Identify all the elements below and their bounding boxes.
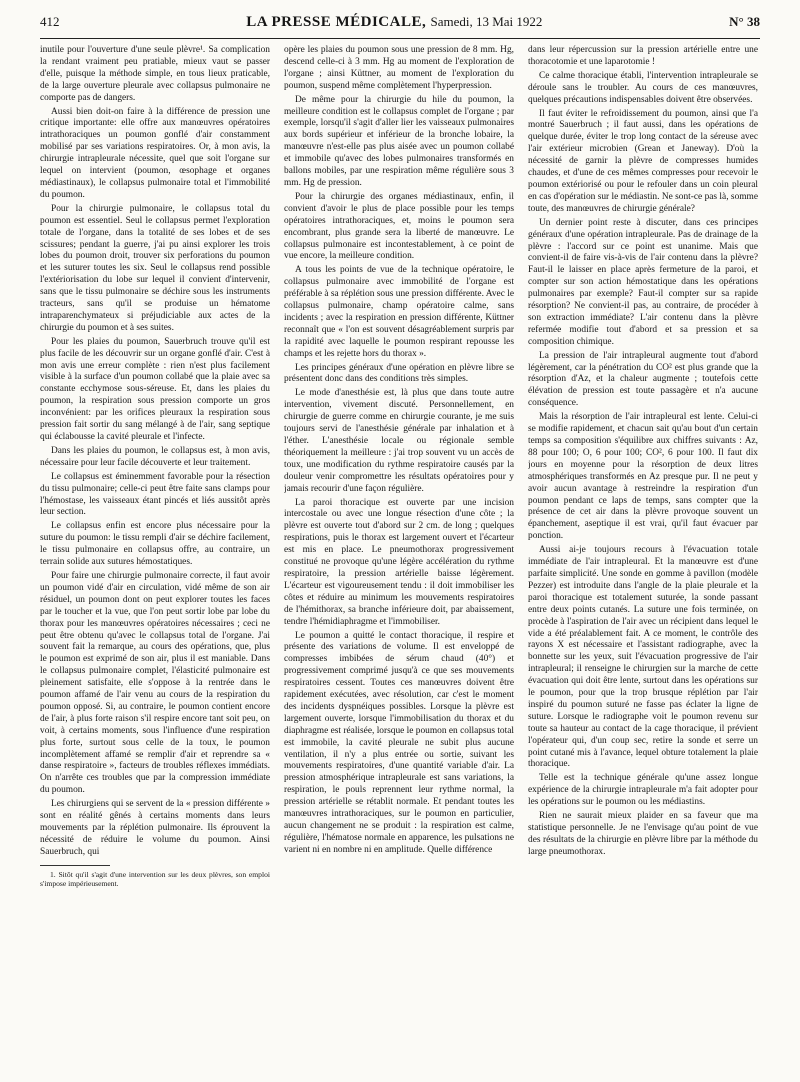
paragraph: Le collapsus enfin est encore plus nécessaire pour la suture du poumon: le tissu rempli d'air se déchire facilement, le tissu pulmonaire en collapsus offre, au contraire, un terrain solide aux sutures hémostatiques. <box>40 521 270 568</box>
journal-title: LA PRESSE MÉDICALE, <box>246 14 427 30</box>
issue-date: Samedi, 13 Mai 1922 <box>430 14 543 29</box>
paragraph: Les chirurgiens qui se servent de la « pression différente » sont en réalité gênés à certains moments dans leurs mouvements par la réplétion pulmonaire. Ils éprouvent la nécessité de réduire le volume du poumon. Ainsi Sauerbruch, qui <box>40 799 270 857</box>
issue-number: N° 38 <box>729 14 760 29</box>
paragraph: Telle est la technique générale qu'une assez longue expérience de la chirurgie intrapleurale m'a fait adopter pour les opérations sur le poumon ou les médiastins. <box>528 773 758 808</box>
paragraph: Rien ne saurait mieux plaider en sa faveur que ma statistique personnelle. Je ne l'envisage qu'au point de vue des résultats de la chirurgie en plèvre libre par la méthode du large pneumothorax. <box>528 811 758 857</box>
paragraph: Mais la résorption de l'air intrapleural est lente. Celui-ci se modifie rapidement, et chacun sait qu'au bout d'un certain temps sa composition s'équilibre aux chiffres suivants : Az, 88 pour 100; O, 6 pour 100; CO², 6 pour 100. Il faut dix jours en moyenne pour la résorption de deux litres atmosphériques transformés en Az presque pur. Il ne peut y avoir aucun avantage à restreindre la respiration d'un poumon pendant ce laps de temps, sans compter que la présence de cet air dans la plèvre provoque souvent un épanchement, aseptique il est vrai, qu'il faut évacuer par ponction. <box>528 412 758 542</box>
paragraph: Ce calme thoracique établi, l'intervention intrapleurale se déroule sans le troubler. Au cours de ces manœuvres, quelques précautions indispensables doivent être observées. <box>528 70 758 105</box>
column-2 <box>284 45 514 1070</box>
paragraph: Pour faire une chirurgie pulmonaire correcte, il faut avoir un poumon vidé d'air en circulation, vidé même de son air résiduel, un poumon dont on peut explorer toutes les faces par le toucher et la vue, que l'on peut sortir lobe par lobe du thorax pour les manœuvres opératoires nécessaires ; ceci ne peut être obtenu qu'avec le collapsus total de l'organe. J'ai souvent fait la remarque, au cours des opérations, que, plus le poumon est exprimé de son air, plus il est maniable. Dans le collapsus pulmonaire complet, l'élasticité pulmonaire est pleinement satisfaite, elle s'oppose à la rentrée dans le poumon affamé de l'air venu au cours de la respiration du poumon opposé. Si, au contraire, le poumon contient encore de l'air, à plus forte raison s'il respire encore tant soit peu, on voit, à certains moments, sous l'influence d'une respiration plus forte, surtout sous celle de la toux, le poumon incomplètement affamé se remplir d'air et reprendre sa « danse respiratoire », facteurs de troubles réflexes immédiats. On n'arrête ces troubles que par la compression immédiate du poumon. <box>40 570 270 796</box>
paragraph: inutile pour l'ouverture d'une seule plèvre¹. Sa complication la rendant vraiment peu pratiable, mieux vaut se passer d'elle, puisque la méthode simple, en tous lieux praticable, de la large ouverture pleurale avec collapsus pulmonaire ne comporte pas de dangers. <box>40 45 270 103</box>
paragraph: Le collapsus est éminemment favorable pour la résection du tissu pulmonaire; celle-ci peut être faite sans clamps pour l'hémostase, les vaisseaux étant pincés et liés aussitôt après leur section. <box>40 471 270 518</box>
header-rule <box>40 38 760 39</box>
paragraph: Aussi ai-je toujours recours à l'évacuation totale immédiate de l'air intrapleural. Et la manœuvre est d'une parfaite simplicité. Une sonde en gomme à pavillon (modèle Pezzer) est introduite dans l'angle de la plaie pleurale et la paroi thoracique est totalement suturée, la sonde passant entre deux points cutanés. La suture une fois terminée, on procède à l'aspiration de l'air avec un récipient dans lequel le vide a été préalablement fait. A ce moment, le contrôle des rayons X est nécessaire et l'assistant radiographe, avec la bonnette sur les yeux, suit l'évacuation progressive de l'air intrapleural; il renseigne le chirurgien sur la marche de cette évacuation qui doit être lente, surtout dans les opérations sur le poumon, pour que la trop brusque réplétion par l'air inspiré du poumon suturé ne fasse pas éclater la ligne de suture. Lorsque le radiographe voit le poumon revenu sur toute sa hauteur au contact de la cage thoracique, il prévient l'opérateur qui, d'un coup sec, retire la sonde et serre un point cutané mis à l'avance, lequel obture totalement la plaie thoracique. <box>528 545 758 770</box>
paragraph: Les principes généraux d'une opération en plèvre libre se présentent donc dans des conditions très simples. <box>284 362 514 385</box>
column-1 <box>40 45 270 1070</box>
paragraph: Aussi bien doit-on faire à la différence de pression une critique importante: elle offre aux manœuvres opératoires intrathoraciques un poumon gonflé d'air constamment mobilisé par ses variations respiratoires. Or, à mon avis, la chirurgie intrapleurale nécessite, quel que soit l'organe sur lequel on intervient (poumon, œsophage et organes médiastinaux), le collapsus pulmonaire total et l'immobilité du poumon. <box>40 106 270 200</box>
paragraph: Un dernier point reste à discuter, dans ces principes généraux d'une opération intrapleurale. Pas de drainage de la plèvre : l'accord sur ce point est unanime. Mais que convient-il de faire vis-à-vis de l'air contenu dans la plèvre? Faut-il le laisser en place après fermeture de la paroi, et compter sur son action hémostatique dans les opérations pulmonaires par exemple? Faut-il compter sur sa rapide résorption? Ne convient-il pas, au contraire, de procéder à son extraction immédiate? L'air contenu dans la plèvre refermée modifie tout d'abord et sa pression et sa composition chimique. <box>528 217 758 347</box>
footnote-rule <box>40 865 110 866</box>
text-columns <box>40 45 760 1070</box>
journal-title-line <box>246 14 542 31</box>
paragraph: A tous les points de vue de la technique opératoire, le collapsus pulmonaire avec immobilité de l'organe est préférable à sa réplétion sous une pression différente. Avec le collapsus pulmonaire, champ opératoire calme, sans incidents ; avec la respiration en pression différente, Küttner reconnaît que « l'on est souvent désagréablement surpris par la rapidité avec laquelle le poumon respirant repousse les champs et les rejette hors du thorax ». <box>284 265 514 359</box>
paragraph: Il faut éviter le refroidissement du poumon, ainsi que l'a montré Sauerbruch ; il faut aussi, dans les opérations de quelque durée, éviter le trop long contact de la séreuse avec l'air extérieur microbien (Grean et Janeway). D'où la nécessité de garnir la plèvre de compresses humides chaudes, et d'une de ces mêmes compresses pour recevoir le poumon extériorisé ou pour le refouler dans un coin pleural en cas d'opération sur le médiastin. Ne sont-ce pas là, somme toute, des manœuvres de chirurgie générale? <box>528 108 758 214</box>
paragraph: opère les plaies du poumon sous une pression de 8 mm. Hg, descend celle-ci à 3 mm. Hg au moment de l'exploration de l'organe ; ainsi Küttner, au moment de l'exploration du poumon, suspend même complètement l'hyperpression. <box>284 45 514 91</box>
paragraph: La paroi thoracique est ouverte par une incision intercostale ou avec une longue résection d'une côte ; la plèvre est ouverte tout d'abord sur 2 cm. de long ; quelques respirations, puis le thorax est largement ouvert et l'écarteur est mis en place. Le pneumothorax progressivement constitué ne provoque qu'une légère accélération du rythme respiratoire, la pression artérielle baisse légèrement. L'écarteur est vigoureusement tendu : il doit immobiliser les côtes et réduire au minimum les mouvements respiratoires de l'hémithorax, sa branche inférieure doit, par abaissement, tendre l'hémidiaphragme et l'immobiliser. <box>284 497 514 627</box>
paragraph: De même pour la chirurgie du hile du poumon, la meilleure condition est le collapsus complet de l'organe ; par exemple, lorsqu'il s'agit d'aller lier les vaisseaux pulmonaires aux bords supérieur et inférieur de la bronche lobaire, la manœuvre n'est-elle pas plus aisée avec un poumon collabé et immobile qu'avec des lobes pulmonaires transformés en ballons mobiles, par une respiration même régulière sous 3 mm. Hg de pression. <box>284 94 514 188</box>
paragraph: Pour la chirurgie des organes médiastinaux, enfin, il convient d'avoir le plus de place possible pour les temps opératoires intrathoraciques, et, moins le poumon sera encombrant, plus grande sera la liberté de manœuvre. Le collapsus pulmonaire est incontestablement, à ce point de vue encore, la meilleure condition. <box>284 191 514 262</box>
column-3 <box>528 45 758 1070</box>
paragraph: Le mode d'anesthésie est, là plus que dans toute autre intervention, vivement discuté. Personnellement, en chirurgie de guerre comme en chirurgie courante, je me suis toujours servi de l'anesthésie générale par inhalation et à l'éther. L'anesthésie locale ou régionale semble théoriquement la meilleure : j'ai trop souvent vu un accès de toux, une modification du rythme respiratoire causés par la douleur venir compromettre les résultats opératoires pour y jamais recourir d'une façon régulière. <box>284 388 514 494</box>
paragraph: La pression de l'air intrapleural augmente tout d'abord légèrement, car la pénétration du CO² est plus grande que la résorption d'Az, et la chaleur augmente ; toutefois cette élévation de pression est toute passagère et n'a aucune conséquence. <box>528 350 758 409</box>
paragraph: Pour les plaies du poumon, Sauerbruch trouve qu'il est plus facile de les découvrir sur un organe gonflé d'air. C'est à mon avis une erreur complète : rien n'est plus facilement visible à la surface d'un poumon collabé que la plaie avec sa constante ecchymose sous-séreuse. Et, dans les plaies du poumon, la respiration sous pression comporte un gros inconvénient: par les orifices pleuraux la respiration sous pression fait sortir du sang mélangé à de l'air, sang septique qui éclabousse la cavité pleurale et l'infecte. <box>40 336 270 442</box>
page-number: 412 <box>40 14 60 29</box>
footnote: 1. Sitôt qu'il s'agit d'une intervention sur les deux plèvres, son emploi s'impose impérieusement. <box>40 869 270 889</box>
running-header <box>40 14 760 36</box>
paragraph: dans leur répercussion sur la pression artérielle entre une thoracotomie et une laparotomie ! <box>528 45 758 67</box>
paragraph: Dans les plaies du poumon, le collapsus est, à mon avis, nécessaire pour leur facile découverte et leur traitement. <box>40 445 270 468</box>
paragraph: Pour la chirurgie pulmonaire, le collapsus total du poumon est essentiel. Seul le collapsus permet l'exploration totale de l'organe, dans la totalité de ses lobes et de ses scissures; pendant la guerre, j'ai pu ainsi explorer les trois lobes du poumon droit, trouver six perforations du poumon et les suturer toutes les six. Seul le collapsus rend possible l'extériorisation du lobe sur lequel il convient d'intervenir, sans que le tissu pulmonaire se déchire sous les instruments tracteurs, sans qu'il se produise un hématome intraparenchymateux si préjudiciable aux actes de la chirurgie du poumon et à ses suites. <box>40 203 270 333</box>
paragraph: Le poumon a quitté le contact thoracique, il respire et présente des variations de volume. Il est enveloppé de compresses imbibées de sérum chaud (40°) et progressivement comprimé jusqu'à ce que ses mouvements respiratoires cessent. Toutes ces manœuvres doivent être rapidement exécutées, avec résolution, car c'est le moment des incidents dyspnéiques possibles. Lorsque la plèvre est largement ouverte, lorsque l'immobilisation du thorax et du diaphragme est réalisée, lorsque le poumon en collapsus total est immobile, la cavité pleurale ne subit plus aucune ventilation, il n'y a plus entrée ou sortie, suivant les mouvements respiratoires, d'une quantité variable d'air. La pression atmosphérique intrapleurale est sans variations, la respiration, le pouls reprennent leur rythme normal, la pression artérielle se rétablit normale. Et pendant toutes les manœuvres intrathoraciques, sur le poumon en particulier, aucun changement ne se produit : la respiration est calme, régulière, l'hématose normale en apparence, les pulsations ne varient ni en nombre ni en amplitude. Quelle différence <box>284 630 514 855</box>
